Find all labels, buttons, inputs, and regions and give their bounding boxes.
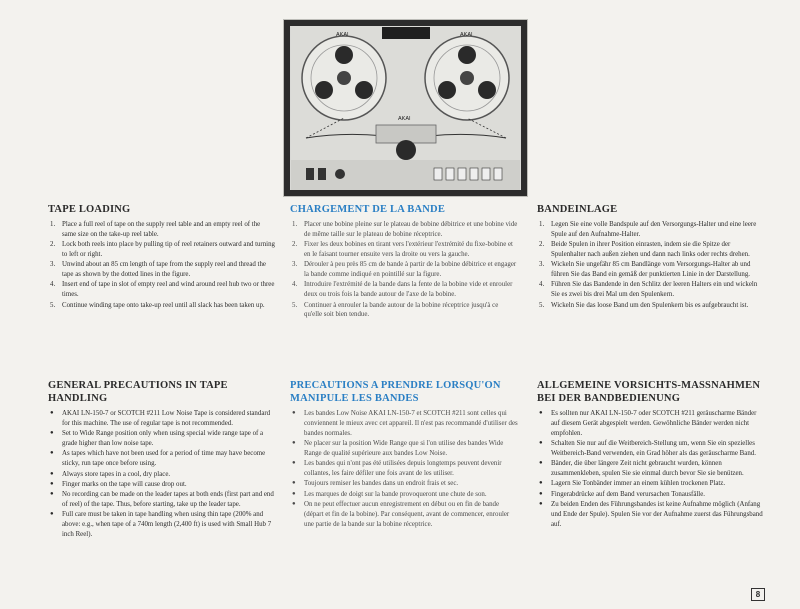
list-item: ● As tapes which have not been used for a period of time may have become sticky, run tape once before using. (48, 449, 276, 469)
brand-left: AKAI (336, 32, 349, 38)
take-up-reel-icon (425, 36, 509, 120)
list-item: ● Les bandes Low Noise AKAI LN-150-7 et SCOTCH #211 sont celles qui conviennent le mieux avec cet appareil. Il n'est pas recommandé d'utiliser des bandes normales. (290, 409, 518, 438)
list-item: ● On ne peut effectuer aucun enregistrement en début ou en fin de bande (départ et fin de la bobine). Par conséquent, avant de commencer, enrouler une partie de la bande sur la bobine réceptrice. (290, 500, 518, 529)
list-item: 2. Beide Spulen in ihrer Position einrasten, indem sie die Spitze der Spulenhalter nach außen ziehen und dann nach links oder rechts drehen. (537, 240, 765, 260)
section-title: GENERAL PRECAUTIONS IN TAPE HANDLING (48, 380, 228, 405)
list-item: ● AKAI LN-150-7 or SCOTCH #211 Low Noise Tape is considered standard for this machine. The use of regular tape is not recommended. (48, 409, 276, 429)
list-item: 2. Fixer les deux bobines en tirant vers l'extérieur l'extrémité du fixe-bobine et en le faisant tourner ensuite vers la droite ou vers la gauche. (290, 240, 518, 260)
brand-center: AKAI (398, 116, 411, 122)
precautions-fr (290, 379, 518, 530)
list-item: ● Schalten Sie nur auf die Weitbereich-Stellung um, wenn Sie ein spezielles Weitbereich-Band verwenden, ein Grad höher als das geräuscharme Band. (537, 439, 765, 459)
section-title: BANDEINLAGE (537, 204, 618, 215)
section-title: CHARGEMENT DE LA BANDE (290, 204, 446, 215)
list-item: ● Bänder, die über längere Zeit nicht gebraucht wurden, können zusammenkleben, spulen Sie sie einmal durch bevor Sie sie benützen. (537, 459, 765, 479)
list-item: ● Es sollten nur AKAI LN-150-7 oder SCOTCH #211 geräuscharme Bänder auf diesem Gerät abgespielt werden. Gewöhnliche Bänder werden nicht empfohlen. (537, 409, 765, 438)
brand-right: AKAI (460, 32, 473, 38)
list-item: 2. Lock both reels into place by pulling tip of reel retainers outward and turning to left or right. (48, 240, 276, 260)
section-title: PRECAUTIONS A PRENDRE LORSQU'ON MANIPULE LES BANDES (290, 380, 501, 405)
list-item: 3. Dérouler à peu près 85 cm de bande à partir de la bobine débitrice et engager la bande comme indiqué en pointillé sur la figure. (290, 260, 518, 280)
precautions-de (537, 379, 765, 530)
list-item: 3. Unwind about an 85 cm length of tape from the supply reel and thread the tape as shown by the dotted lines in the figure. (48, 260, 276, 280)
list-item: 5. Continuer à enrouler la bande autour de la bobine réceptrice jusqu'à ce qu'elle soit bien tendue. (290, 301, 518, 321)
tape-deck-photo (283, 19, 528, 197)
list-item: ● Les marques de doigt sur la bande provoqueront une chute de son. (290, 490, 518, 500)
tape-loading-fr (290, 203, 518, 321)
section-title: TAPE LOADING (48, 204, 131, 215)
list-item: 3. Wickeln Sie ungefähr 85 cm Bandlänge vom Versorgungs-Halter ab und führen Sie das Band ein gemäß der punktierten Linie in der Darstellung. (537, 260, 765, 280)
list-item: ● Lagern Sie Tonbänder immer an einem kühlen trockenen Platz. (537, 479, 765, 489)
list-item: ● No recording can be made on the leader tapes at both ends (first part and end of reel) of the tape. Thus, before starting, take up the leader tape. (48, 490, 276, 510)
list-item: ● Always store tapes in a cool, dry place. (48, 470, 276, 480)
list-item: ● Set to Wide Range position only when using special wide range tape of a grade higher than low noise tape. (48, 429, 276, 449)
list-item: 4. Führen Sie das Bandende in den Schlitz der leeren Halters ein und wickeln Sie es zwei bis drei Mal um den Spulenkern. (537, 280, 765, 300)
list-item: ● Finger marks on the tape will cause drop out. (48, 480, 276, 490)
list-item: ● Zu beiden Enden des Führungsbandes ist keine Aufnahme möglich (Anfang und Ende der Spule). Spulen Sie vor der Aufnahme zuerst das Führungsband auf. (537, 500, 765, 529)
supply-reel-icon (302, 36, 386, 120)
list-item: 5. Wickeln Sie das loose Band um den Spulenkern bis es aufgebraucht ist. (537, 301, 765, 311)
list-item: 5. Continue winding tape onto take-up reel until all slack has been taken up. (48, 301, 276, 311)
tape-loading-en (48, 203, 276, 311)
list-item: ● Les bandes qui n'ont pas été utilisées depuis longtemps peuvent devenir collantes, les faire défiler une fois avant de les utiliser. (290, 459, 518, 479)
list-item: ● Fingerabdrücke auf dem Band verursachen Tonausfälle. (537, 490, 765, 500)
list-item: 4. Insert end of tape in slot of empty reel and wind around reel hub two or three times. (48, 280, 276, 300)
list-item: 4. Introduire l'extrémité de la bande dans la fente de la bobine vide et enrouler deux ou trois fois la bande autour de l'axe de la bobine. (290, 280, 518, 300)
list-item: 1. Place a full reel of tape on the supply reel table and an empty reel of the same size on the take-up reel table. (48, 220, 276, 240)
page-number: 8 (751, 588, 765, 601)
list-item: ● Ne placer sur la position Wide Range que si l'on utilise des bandes Wide Range de qualité supérieure aux bandes Low Noise. (290, 439, 518, 459)
tape-loading-de (537, 203, 765, 311)
list-item: 1. Placer une bobine pleine sur le plateau de bobine débitrice et une bobine vide de même taille sur le plateau de bobine réceptrice. (290, 220, 518, 240)
tape-deck-illustration (284, 20, 527, 196)
list-item: 1. Legen Sie eine volle Bandspule auf den Versorgungs-Halter und eine leere Spule auf den Aufnahme-Halter. (537, 220, 765, 240)
precautions-en (48, 379, 276, 540)
list-item: ● Full care must be taken in tape handling when using thin tape (200% and above: e.g., when tape of a 740m length (2,400 ft) is used with Small Hub 7 inch Reel). (48, 510, 276, 539)
section-title: ALLGEMEINE VORSICHTS-MASSNAHMEN BEI DER BANDBEDIENUNG (537, 380, 761, 405)
list-item: ● Toujours remiser les bandes dans un endroit frais et sec. (290, 479, 518, 489)
